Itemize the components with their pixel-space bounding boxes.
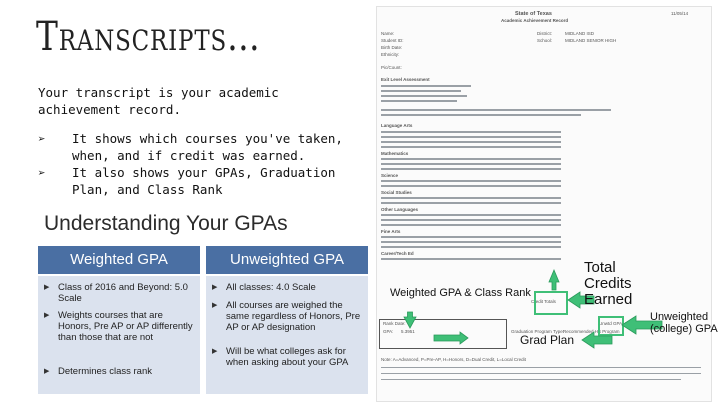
credit-totals-label: Credit Totals [531, 299, 556, 304]
intro-text: Your transcript is your academic achievement record. [38, 85, 279, 117]
field-label: Name: [381, 31, 395, 36]
weighted-gpa-header: Weighted GPA [38, 246, 200, 274]
section-heading: Language Arts [381, 123, 413, 128]
transcript-date: 11/05/14 [671, 11, 689, 16]
up-arrow-icon [549, 270, 559, 290]
field-label: Birth Date: [381, 45, 403, 50]
triangle-bullet-icon: ▶ [44, 368, 50, 375]
field-label: Student ID: [381, 38, 404, 43]
triangle-bullet-icon: ▶ [212, 284, 218, 291]
triangle-bullet-icon: ▶ [44, 312, 50, 319]
total-credits-annotation: Total Credits Earned [584, 259, 633, 309]
gpa-value: 5.3951 [401, 329, 415, 334]
unweighted-point: ▶ All courses are weighed the same regardless of Honors, Pre AP or AP designation [212, 300, 361, 333]
rank-label: Rank Date: [383, 321, 406, 326]
field-label: Pic/Count: [381, 65, 402, 70]
gpa-label: GPA: [383, 329, 394, 334]
section-heading: Social Studies [381, 190, 412, 195]
section-heading: Mathematics [381, 151, 409, 156]
triangle-bullet-icon: ▶ [44, 284, 50, 291]
bullet-text: It shows which courses you've taken, when, and if credit was earned. [72, 131, 343, 163]
school-value: MIDLAND SENIOR HIGH [565, 38, 617, 43]
unweighted-annotation: Unweighted (college) GPA [650, 311, 718, 335]
section-heading: Career/Tech Ed [381, 251, 414, 256]
left-arrow-icon [582, 332, 612, 348]
up-arrow-icon [404, 312, 416, 328]
bullet-text: It also shows your GPAs, Graduation Plan, and Class Rank [72, 165, 336, 197]
district-value: MIDLAND ISD [565, 31, 595, 36]
unweighted-gpa-label: Unwtd GPA: [599, 321, 624, 326]
weighted-point: ▶ Class of 2016 and Beyond: 5.0 Scale [44, 282, 188, 304]
field-label: Ethnicity: [381, 52, 400, 57]
graduation-value: Recommended HS Program [563, 329, 620, 334]
section-heading: Other Languages [381, 207, 419, 212]
section-heading: Science [381, 173, 399, 178]
unweighted-point: ▶ Will be what colleges ask for when asking about your GPA [212, 346, 349, 368]
school-label: School: [537, 38, 553, 43]
triangle-bullet-icon: ▶ [212, 348, 218, 355]
weighted-point: ▶ Weights courses that are Honors, Pre AP or AP differently than those that are not [44, 310, 193, 343]
arrow-bullet-icon: ➢ [38, 165, 46, 180]
triangle-bullet-icon: ▶ [212, 302, 218, 309]
unweighted-point: ▶ All classes: 4.0 Scale [212, 282, 316, 293]
arrow-bullet-icon: ➢ [38, 131, 46, 146]
section-heading: Exit Level Assessment [381, 77, 430, 82]
transcript-record-title: Academic Achievement Record [501, 18, 569, 23]
unweighted-gpa-header: Unweighted GPA [206, 246, 368, 274]
graduation-label: Graduation Program Type: [511, 329, 564, 334]
weighted-rank-annotation: Weighted GPA & Class Rank [390, 287, 531, 299]
gpa-panel-title: Understanding Your GPAs [44, 212, 288, 235]
right-arrow-icon [434, 332, 468, 344]
district-label: District: [537, 31, 552, 36]
transcript-state: State of Texas [515, 11, 552, 17]
transcript-note: Note: A=Advanced, P=Pre-AP, H=Honors, D=Dual Credit, L=Local Credit [381, 357, 526, 362]
grad-plan-annotation: Grad Plan [520, 333, 575, 347]
slide-title: Transcripts… [36, 14, 261, 60]
weighted-point: ▶ Determines class rank [44, 366, 152, 377]
section-heading: Fine Arts [381, 229, 401, 234]
